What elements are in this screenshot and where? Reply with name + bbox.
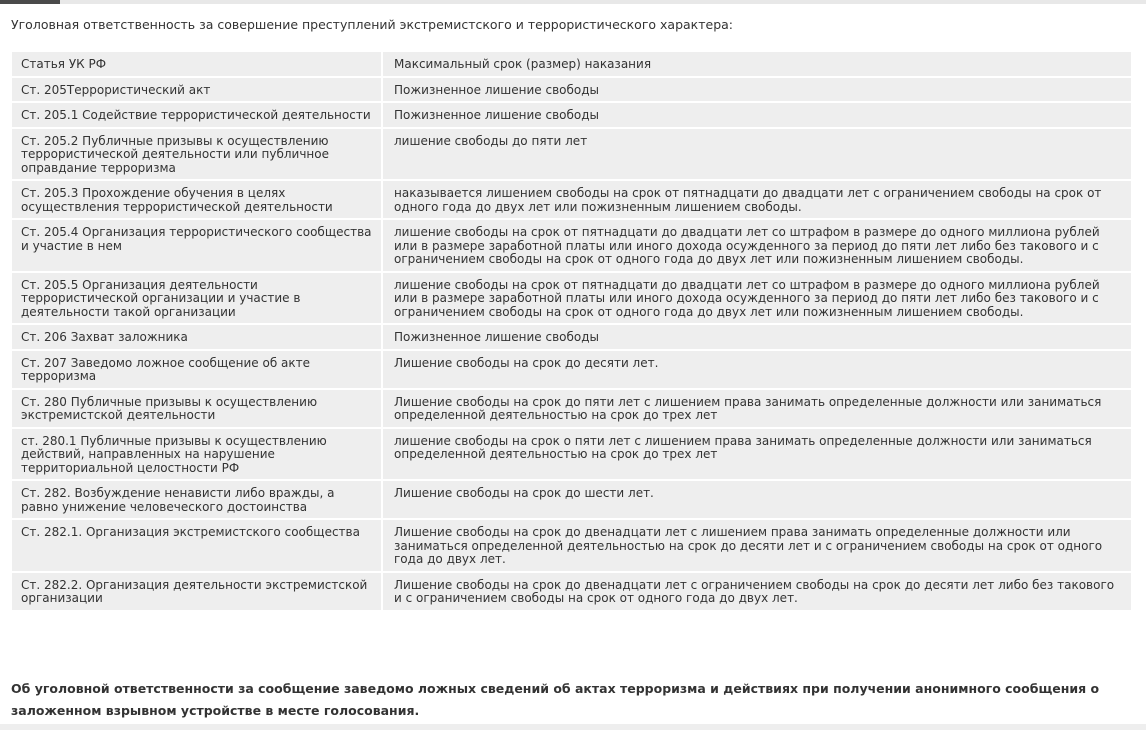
penalty-cell: лишение свободы на срок о пяти лет с лишением права занимать определенные должности или заниматься определенной деятельностью на срок до трех лет: [382, 428, 1132, 481]
table-row: [11, 389, 1132, 428]
penalty-cell: Лишение свободы на срок до двенадцати лет с ограничением свободы на срок до десяти лет либо без такового и с ограничением свободы на срок от одного года до двух лет.: [382, 572, 1132, 611]
article-cell: Ст. 280 Публичные призывы к осуществлению экстремистской деятельности: [11, 389, 382, 428]
table-row: [11, 350, 1132, 389]
penalty-cell: Пожизненное лишение свободы: [382, 77, 1132, 103]
top-divider: [0, 0, 1146, 4]
penalty-cell: Пожизненное лишение свободы: [382, 102, 1132, 128]
header-penalty: Максимальный срок (размер) наказания: [382, 51, 1132, 77]
article-cell: ст. 280.1 Публичные призывы к осуществлению действий, направленных на нарушение территориальной целостности РФ: [11, 428, 382, 481]
intro-text: Уголовная ответственность за совершение преступлений экстремистского и террористического характера:: [11, 17, 733, 32]
article-cell: Ст. 282.1. Организация экстремистского сообщества: [11, 519, 382, 572]
article-cell: Ст. 205.5 Организация деятельности террористической организации и участие в деятельности такой организации: [11, 272, 382, 325]
bottom-heading: Об уголовной ответственности за сообщение заведомо ложных сведений об актах терроризма и действиях при получении анонимного сообщения о заложенном взрывном устройстве в месте голосования.: [11, 681, 1100, 718]
table-row: [11, 180, 1132, 219]
article-cell: Ст. 205Террористический акт: [11, 77, 382, 103]
table-row: [11, 77, 1132, 103]
table-row: [11, 219, 1132, 272]
penalty-cell: Лишение свободы на срок до шести лет.: [382, 480, 1132, 519]
article-cell: Ст. 206 Захват заложника: [11, 324, 382, 350]
table-row: [11, 519, 1132, 572]
table-row: [11, 102, 1132, 128]
header-article: Статья УК РФ: [11, 51, 382, 77]
article-cell: Ст. 205.2 Публичные призывы к осуществлению террористической деятельности или публичное оправдание терроризма: [11, 128, 382, 181]
table-row: [11, 480, 1132, 519]
table-row: [11, 324, 1132, 350]
article-cell: Ст. 205.4 Организация террористического сообщества и участие в нем: [11, 219, 382, 272]
penalties-table: [10, 50, 1133, 612]
table-row: [11, 572, 1132, 611]
table-row: [11, 272, 1132, 325]
penalty-cell: лишение свободы на срок от пятнадцати до двадцати лет со штрафом в размере до одного миллиона рублей или в размере заработной платы или иного дохода осужденного за период до пяти лет либо без такового и с ограничением свободы на срок от одного года до двух лет или пожизненным лишением свободы.: [382, 219, 1132, 272]
table-row: [11, 428, 1132, 481]
penalty-cell: лишение свободы на срок от пятнадцати до двадцати лет со штрафом в размере до одного миллиона рублей или в размере заработной платы или иного дохода осужденного за период до пяти лет либо без такового и с ограничением свободы на срок от одного года до двух лет или пожизненным лишением свободы.: [382, 272, 1132, 325]
penalty-cell: Лишение свободы на срок до пяти лет с лишением права занимать определенные должности или заниматься определенной деятельностью на срок до трех лет: [382, 389, 1132, 428]
article-cell: Ст. 282. Возбуждение ненависти либо вражды, а равно унижение человеческого достоинства: [11, 480, 382, 519]
table-row: [11, 128, 1132, 181]
table-header-row: [11, 51, 1132, 77]
article-cell: Ст. 205.1 Содействие террористической деятельности: [11, 102, 382, 128]
penalty-cell: наказывается лишением свободы на срок от пятнадцати до двадцати лет с ограничением свободы на срок от одного года до двух лет или пожизненным лишением свободы.: [382, 180, 1132, 219]
article-cell: Ст. 207 Заведомо ложное сообщение об акте терроризма: [11, 350, 382, 389]
article-cell: Ст. 282.2. Организация деятельности экстремистской организации: [11, 572, 382, 611]
penalty-cell: Лишение свободы на срок до десяти лет.: [382, 350, 1132, 389]
penalty-cell: Лишение свободы на срок до двенадцати лет с лишением права занимать определенные должности или заниматься определенной деятельностью на срок до десяти лет и с ограничением свободы на срок от одного года до двух лет.: [382, 519, 1132, 572]
penalty-cell: лишение свободы до пяти лет: [382, 128, 1132, 181]
penalty-cell: Пожизненное лишение свободы: [382, 324, 1132, 350]
article-cell: Ст. 205.3 Прохождение обучения в целях осуществления террористической деятельности: [11, 180, 382, 219]
penalties-table-wrap: [10, 50, 1131, 612]
bottom-divider: [0, 724, 1146, 730]
